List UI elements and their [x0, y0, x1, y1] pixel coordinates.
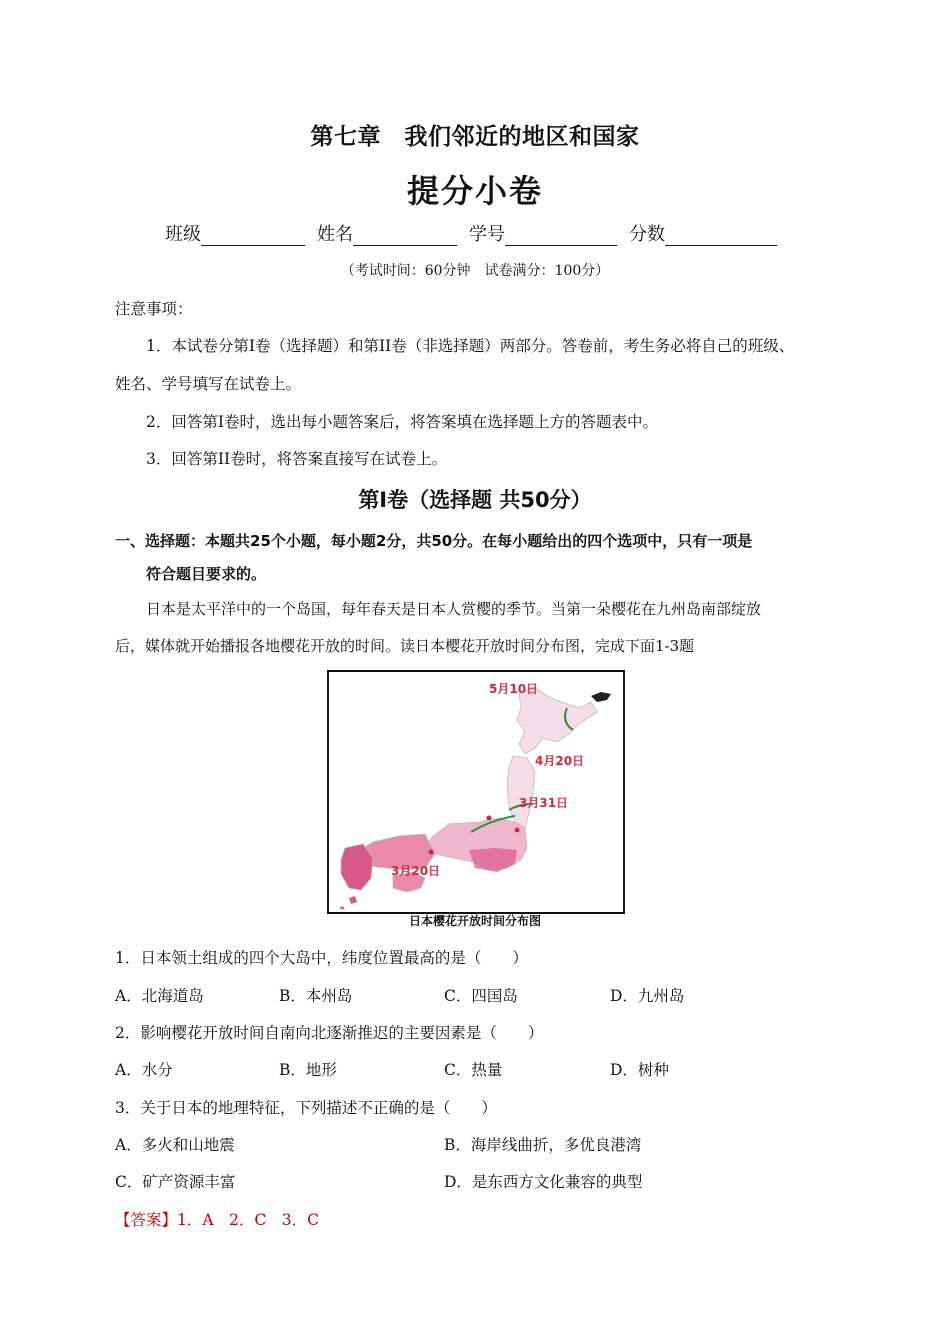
ryukyu-islands: [339, 896, 357, 910]
city-dot: [515, 828, 520, 833]
map-caption: 日本樱花开放时间分布图: [408, 914, 541, 928]
honshu-south-belt: [469, 848, 517, 872]
question-3-option-b[interactable]: B．海岸线曲折，多优良港湾: [444, 1136, 642, 1154]
notice-item-3: 3．回答第II卷时，将答案直接写在试卷上。: [146, 450, 448, 468]
hokkaido-island: [517, 687, 597, 754]
notice-item-2: 2．回答第I卷时，选出每小题答案后，将答案填在选择题上方的答题表中。: [146, 413, 658, 431]
question-3-option-c[interactable]: C．矿产资源丰富: [115, 1173, 236, 1191]
page-title: 提分小卷: [406, 172, 543, 210]
question-2-option-b[interactable]: B．地形: [279, 1061, 337, 1079]
cherry-blossom-map: [327, 670, 625, 914]
kyushu-island: [341, 844, 373, 890]
answer-label: 【答案】: [115, 1211, 178, 1229]
passage-line-2: 后，媒体就开始播报各地樱花开放的时间。读日本樱花开放时间分布图，完成下面1-3题: [115, 637, 695, 655]
notice-item-1-cont: 姓名、学号填写在试卷上。: [115, 375, 302, 393]
city-dot: [487, 816, 492, 821]
passage-line-1: 日本是太平洋中的一个岛国，每年春天是日本人赏樱的季节。当第一朵樱花在九州岛南部绽放: [146, 600, 762, 618]
question-2-option-a[interactable]: A．水分: [115, 1061, 173, 1079]
label-mar-20: 3月20日: [391, 864, 441, 878]
question-1-option-c[interactable]: C．四国岛: [444, 987, 518, 1005]
question-2-stem: 2．影响樱花开放时间自南向北逐渐推迟的主要因素是（ ）: [115, 1024, 544, 1042]
city-dot: [429, 850, 434, 855]
label-may-10: 5月10日: [489, 682, 539, 696]
name-field[interactable]: 姓名: [317, 220, 457, 246]
question-1-option-d[interactable]: D．九州岛: [610, 987, 685, 1005]
question-1-option-a[interactable]: A．北海道岛: [115, 987, 204, 1005]
score-field[interactable]: 分数: [629, 220, 777, 246]
question-3-stem: 3．关于日本的地理特征，下列描述不正确的是（ ）: [115, 1099, 497, 1117]
chapter-heading: 第七章 我们邻近的地区和国家: [310, 124, 640, 150]
label-apr-20: 4月20日: [535, 754, 585, 768]
section-instructions-cont: 符合题目要求的。: [146, 565, 267, 583]
notice-item-1: 1．本试卷分第I卷（选择题）和第II卷（非选择题）两部分。答卷前，考生务必将自己的班级、: [146, 337, 795, 355]
section-title: 第I卷（选择题 共50分）: [358, 488, 592, 512]
question-2-option-c[interactable]: C．热量: [444, 1061, 503, 1079]
answer-text: 1．A 2．C 3．C: [177, 1211, 320, 1229]
japan-map-graphic: [329, 672, 623, 912]
exam-time-note: （考试时间：60分钟 试卷满分：100分）: [340, 263, 610, 279]
label-mar-31: 3月31日: [519, 796, 569, 810]
kuril-islands: [591, 692, 611, 702]
notice-heading: 注意事项：: [115, 300, 193, 318]
question-1-stem: 1．日本领土组成的四个大岛中，纬度位置最高的是（ ）: [115, 949, 528, 967]
class-field[interactable]: 班级: [165, 220, 305, 246]
student-info-row: [165, 220, 777, 246]
answer-line: [115, 1208, 319, 1230]
question-2-option-d[interactable]: D．树种: [610, 1061, 669, 1079]
section-instructions: 一、选择题：本题共25个小题，每小题2分，共50分。在每小题给出的四个选项中，只有一项是: [115, 532, 753, 550]
question-3-option-a[interactable]: A．多火和山地震: [115, 1136, 235, 1154]
student-id-field[interactable]: 学号: [469, 220, 617, 246]
question-3-option-d[interactable]: D．是东西方文化兼容的典型: [444, 1173, 643, 1191]
question-1-option-b[interactable]: B．本州岛: [279, 987, 353, 1005]
